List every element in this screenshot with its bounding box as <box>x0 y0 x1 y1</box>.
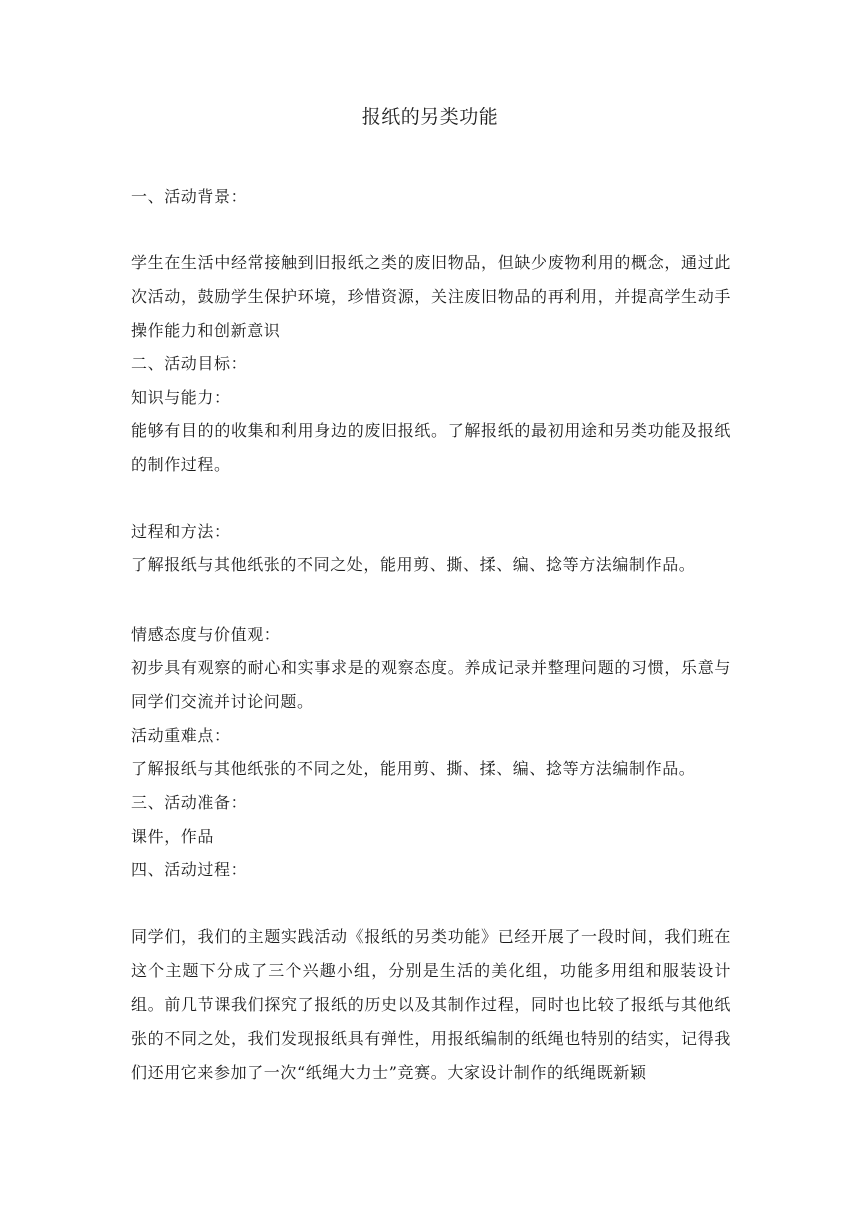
document-title: 报纸的另类功能 <box>361 106 499 128</box>
key-points-body: 了解报纸与其他纸张的不同之处，能用剪、撕、揉、编、捻等方法编制作品。 <box>131 759 696 778</box>
section-3-heading: 三、活动准备： <box>131 793 248 812</box>
section-1-heading: 一、活动背景： <box>131 187 248 206</box>
knowledge-body: 能够有目的的收集和利用身边的废旧报纸。了解报纸的最初用途和另类功能及报纸的制作过程。 <box>131 421 731 474</box>
process-body: 了解报纸与其他纸张的不同之处，能用剪、撕、揉、编、捻等方法编制作品。 <box>131 555 696 574</box>
section-1-body: 学生在生活中经常接触到旧报纸之类的废旧物品，但缺少废物利用的概念，通过此次活动，鼓励学生保护环境，珍惜资源，关注废旧物品的再利用，并提高学生动手操作能力和创新意识 <box>131 253 731 340</box>
emotion-body: 初步具有观察的耐心和实事求是的观察态度。养成记录并整理问题的习惯，乐意与同学们交流并讨论问题。 <box>131 658 731 711</box>
key-points-heading: 活动重难点： <box>131 726 231 745</box>
section-4-body: 同学们，我们的主题实践活动《报纸的另类功能》已经开展了一段时间，我们班在这个主题下分成了三个兴趣小组，分别是生活的美化组，功能多用组和服装设计组。前几节课我们探究了报纸的历史以及其制作过程，同时也比较了报纸与其他纸张的不同之处，我们发现报纸具有弹性，用报纸编制的纸绳也特别的结实，记得我们还用它来参加了一次“纸绳大力士”竞赛。大家设计制作的纸绳既新颖 <box>131 927 731 1082</box>
section-2-heading: 二、活动目标： <box>131 354 248 373</box>
process-heading: 过程和方法： <box>131 522 231 541</box>
section-3-body: 课件，作品 <box>131 827 215 846</box>
emotion-heading: 情感态度与价值观： <box>131 625 281 644</box>
section-4-heading: 四、活动过程： <box>131 860 248 879</box>
knowledge-heading: 知识与能力： <box>131 388 231 407</box>
